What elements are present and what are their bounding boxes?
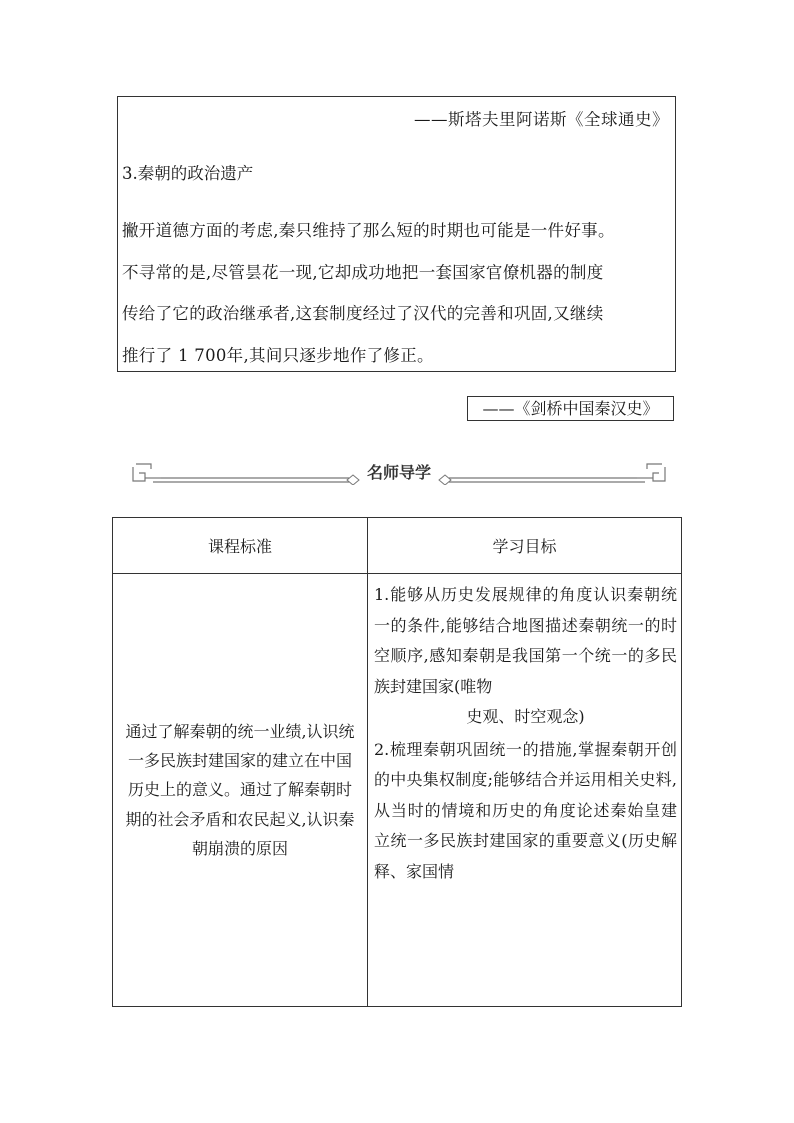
quote-source-stavrianos: ——斯塔夫里阿诺斯《全球通史》	[414, 110, 669, 129]
header-learning-goals: 学习目标	[368, 518, 682, 574]
quote-source-cambridge: ——《剑桥中国秦汉史》	[467, 396, 674, 421]
section-heading: 3.秦朝的政治遗产	[122, 164, 254, 183]
quote-line: 推行了 1 700年,其间只逐步地作了修正。	[122, 345, 434, 365]
learning-goal-2: 2.梳理秦朝巩固统一的措施,掌握秦朝开创的中央集权制度;能够结合并运用相关史料,从当时的情境和历史的角度论述秦始皇建立统一多民族封建国家的重要意义(历史解释、家国情	[374, 739, 677, 881]
learning-goal-1: 1.能够从历史发展规律的角度认识秦朝统一的条件,能够结合地图描述秦朝统一的时空顺序,感知秦朝是我国第一个统一的多民族封建国家(唯物	[374, 585, 677, 696]
table-header-row	[113, 518, 682, 574]
quote-line: 撇开道德方面的考虑,秦只维持了那么短的时期也可能是一件好事。	[122, 221, 615, 240]
quote-line: 不寻常的是,尽管昙花一现,它却成功地把一套国家官僚机器的制度	[122, 262, 604, 282]
quote-paragraph	[122, 210, 677, 376]
quote-box	[117, 96, 676, 372]
learning-goals-cell	[368, 574, 682, 1007]
learning-goal-1-tail: 史观、时空观念)	[466, 707, 585, 726]
header-curriculum-standard: 课程标准	[113, 518, 368, 574]
curriculum-standard-cell: 通过了解秦朝的统一业绩,认识统一多民族封建国家的建立在中国历史上的意义。通过了解秦朝时期的社会矛盾和农民起义,认识秦朝崩溃的原因	[113, 574, 368, 1007]
banner-title: 名师导学	[366, 463, 431, 482]
quote-line: 传给了它的政治继承者,这套制度经过了汉代的完善和巩固,又继续	[122, 304, 604, 323]
table-row	[113, 574, 682, 1007]
curriculum-table	[112, 517, 682, 1007]
section-banner	[131, 461, 667, 485]
